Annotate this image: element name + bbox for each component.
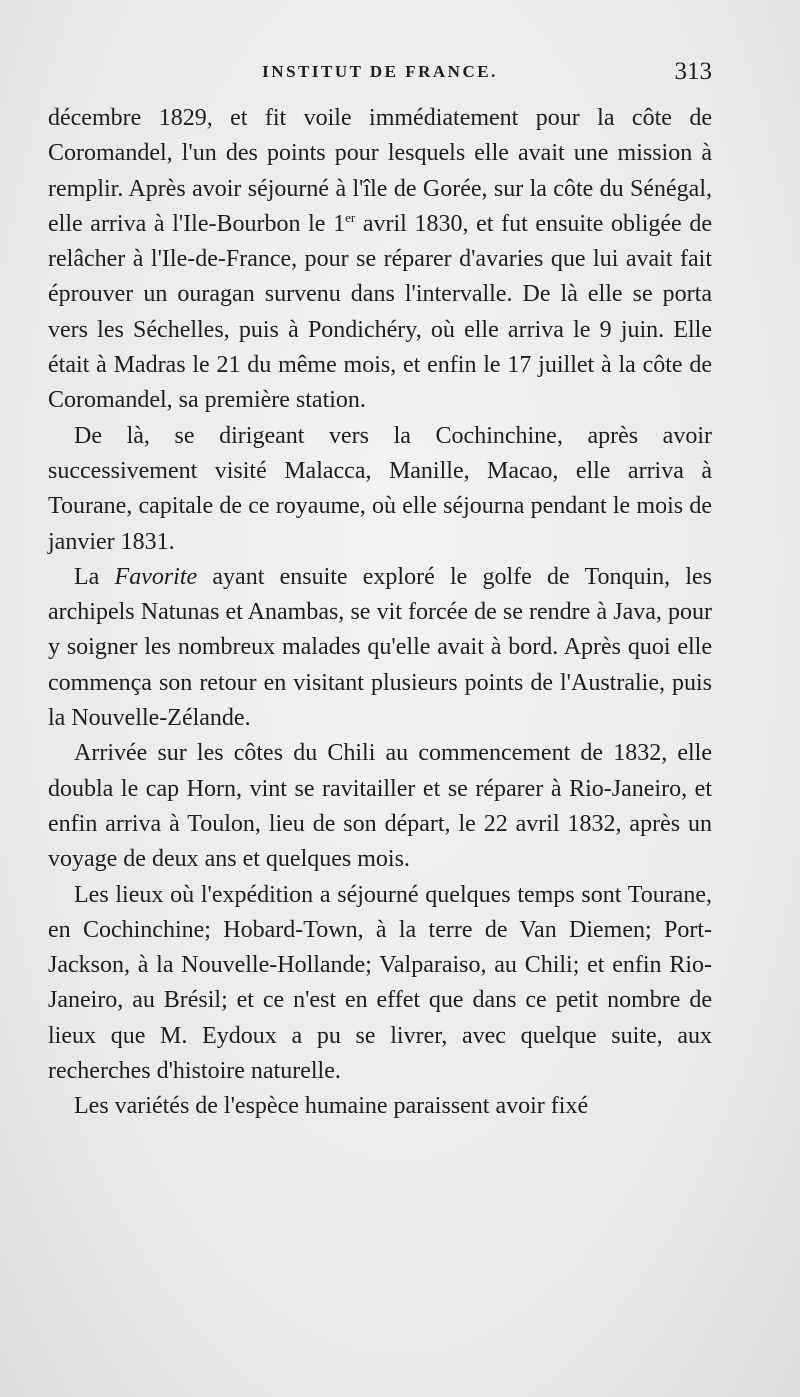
paragraph	[48, 101, 712, 419]
paragraph: De là, se dirigeant vers la Cochinchine, après avoir successivement visité Malacca, Manille, Macao, elle arriva à Tourane, capitale de ce royaume, où elle séjourna pendant le mois de janvier 1831.	[48, 422, 712, 555]
paragraph: Les lieux où l'expédition a séjourné quelques temps sont Tourane, en Cochinchine; Hobard-Town, à la terre de Van Diemen; Port-Jackson, à la Nouvelle-Hollande; Valparaiso, au Chili; et enfin Rio-Janeiro, au Brésil; et ce n'est en effet que dans ce petit nombre de lieux que M. Eydoux a pu se livrer, avec quelque suite, aux recherches d'histoire naturelle.	[48, 881, 712, 1085]
paragraph-text: ayant ensuite exploré le golfe de Tonquin, les archipels Natunas et Anambas, se vit forcée de se rendre à Java, pour y soigner les nombreux malades qu'elle avait à bord. Après quoi elle commença son retour en visitant plusieurs points de l'Australie, puis la Nouvelle-Zélande.	[48, 563, 712, 732]
paragraph-text: La	[74, 563, 115, 590]
paragraph-text: décembre 1829, et fit voile immédiatement pour la côte de Coromandel, l'un des points pour lesquels elle avait une mission à remplir. Après avoir séjourné à l'île de Gorée, sur la côte du Sénégal, elle arriva à l'Ile-Bourbon le 1	[48, 105, 712, 237]
body-text	[48, 101, 712, 1125]
paragraph-text: avril 1830, et fut ensuite obligée de relâcher à l'Ile-de-France, pour se réparer d'avaries que lui avait fait éprouver un ouragan survenu dans l'intervalle. De là elle se porta vers les Séchelles, puis à Pondichéry, où elle arriva le 9 juin. Elle était à Madras le 21 du même mois, et enfin le 17 juillet à la côte de Coromandel, sa première station.	[48, 210, 712, 414]
page-header	[48, 58, 712, 88]
paragraph: Arrivée sur les côtes du Chili au commencement de 1832, elle doubla le cap Horn, vint se ravitailler et se réparer à Rio-Janeiro, et enfin arriva à Toulon, lieu de son départ, le 22 avril 1832, après un voyage de deux ans et quelques mois.	[48, 740, 712, 873]
superscript: er	[345, 209, 356, 225]
ship-name: Favorite	[114, 563, 198, 590]
paragraph	[48, 560, 712, 736]
paragraph: Les variétés de l'espèce humaine paraissent avoir fixé	[74, 1093, 589, 1120]
running-head: INSTITUT DE FRANCE.	[262, 62, 498, 81]
page-number: 313	[674, 58, 712, 85]
